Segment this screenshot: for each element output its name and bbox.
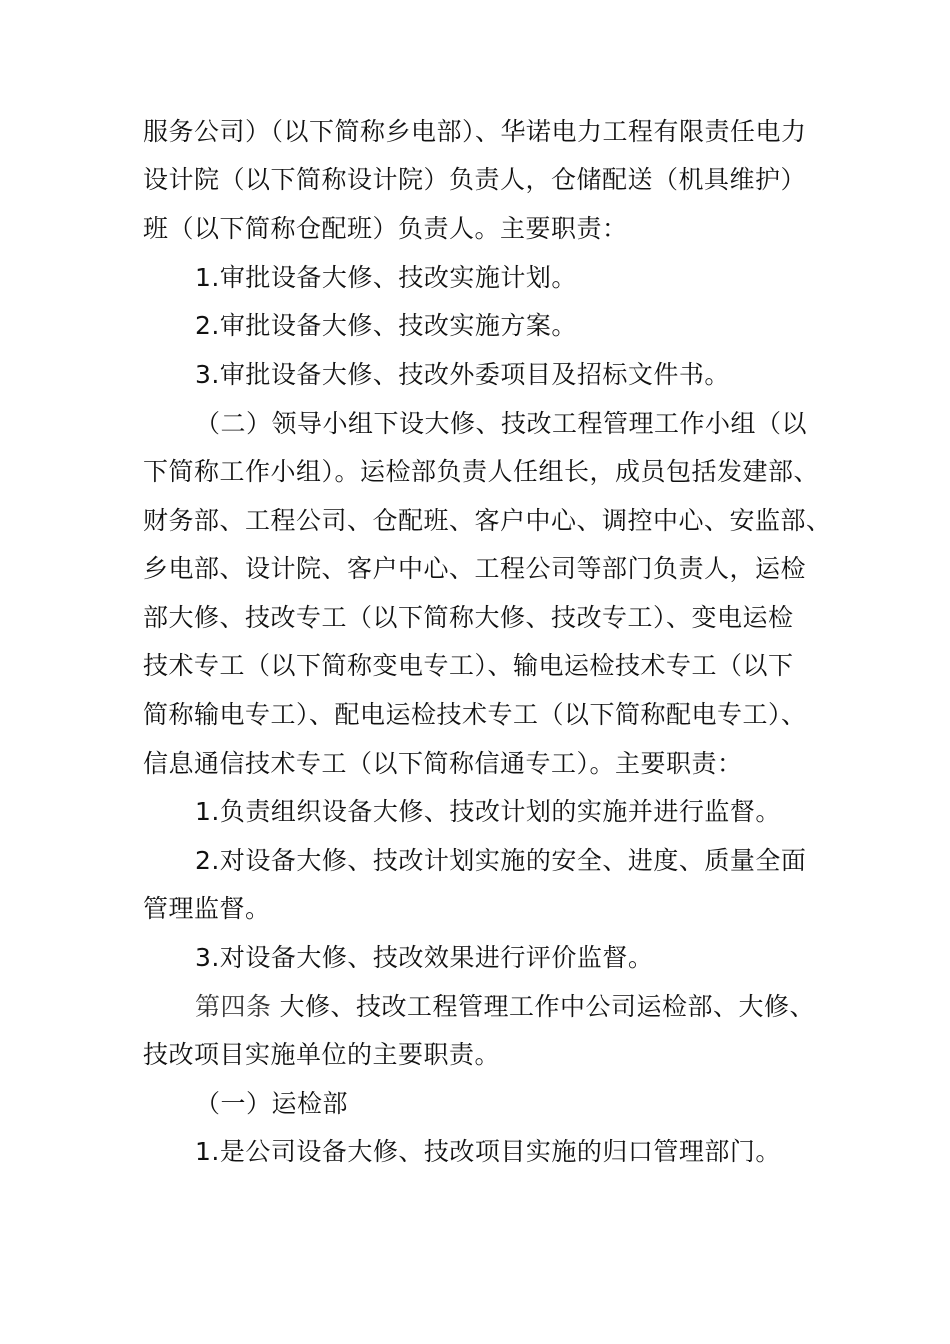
list-item-7: 1.是公司设备大修、技改项目实施的归口管理部门。 <box>195 1137 781 1166</box>
article-number: 第四条 <box>195 992 272 1021</box>
text-line-10: 信息通信技术专工（以下简称信通专工）。主要职责： <box>143 749 743 778</box>
list-item-3: 3.审批设备大修、技改外委项目及招标文件书。 <box>195 360 730 389</box>
section-heading-2: （二）领导小组下设大修、技改工程管理工作小组（以 <box>195 409 808 438</box>
text-line-7: 部大修、技改专工（以下简称大修、技改专工）、变电运检 <box>143 603 794 632</box>
text-line-8: 技术专工（以下简称变电专工）、输电运检技术专工（以下 <box>143 651 794 680</box>
list-item-5: 2.对设备大修、技改计划实施的安全、进度、质量全面 <box>195 846 807 875</box>
list-item-2: 2.审批设备大修、技改实施方案。 <box>195 311 577 340</box>
list-item-6: 3.对设备大修、技改效果进行评价监督。 <box>195 943 654 972</box>
text-line-5: 财务部、工程公司、仓配班、客户中心、调控中心、安监部、 <box>143 506 832 535</box>
text-line-1: 服务公司）（以下简称乡电部）、华诺电力工程有限责任电力 <box>143 117 807 146</box>
text-line-9: 简称输电专工）、配电运检技术专工（以下简称配电专工）、 <box>143 700 807 729</box>
article-text: 大修、技改工程管理工作中公司运检部、大修、 <box>279 992 816 1021</box>
list-item-4: 1.负责组织设备大修、技改计划的实施并进行监督。 <box>195 797 781 826</box>
text-line-4: 下简称工作小组）。运检部负责人任组长，成员包括发建部、 <box>143 457 820 486</box>
list-item-1: 1.审批设备大修、技改实施计划。 <box>195 263 577 292</box>
text-line-11: 管理监督。 <box>143 894 271 923</box>
text-line-3: 班（以下简称仓配班）负责人。主要职责： <box>143 214 628 243</box>
text-line-6: 乡电部、设计院、客户中心、工程公司等部门负责人，运检 <box>143 554 807 583</box>
article-heading <box>195 983 823 1031</box>
text-line-2: 设计院（以下简称设计院）负责人，仓储配送（机具维护） <box>143 165 807 194</box>
section-heading-1: （一）运检部 <box>195 1089 349 1118</box>
text-line-12: 技改项目实施单位的主要职责。 <box>143 1040 501 1069</box>
